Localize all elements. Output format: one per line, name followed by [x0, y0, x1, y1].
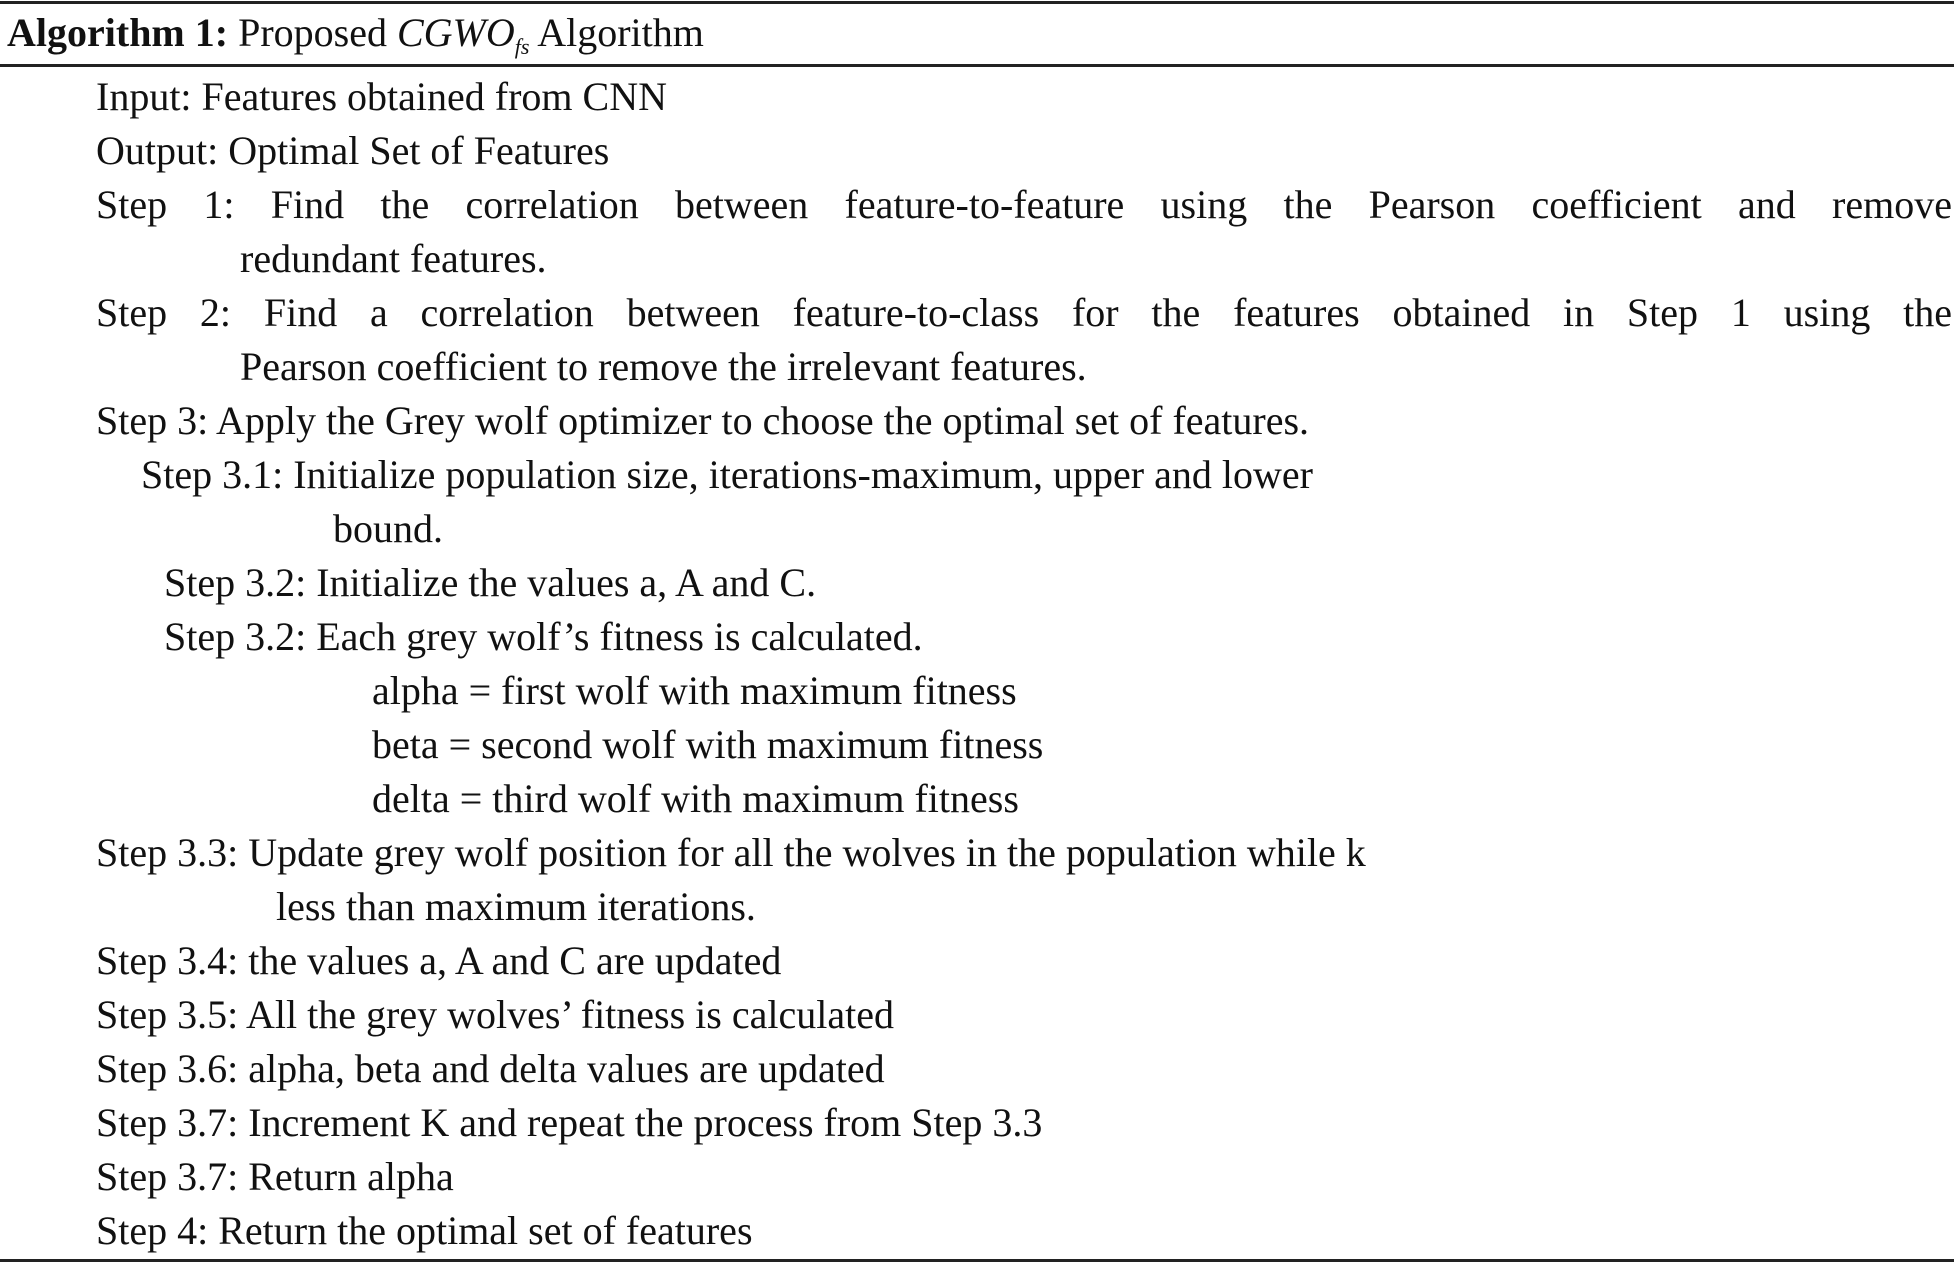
- delta-definition: delta = third wolf with maximum fitness: [372, 776, 1019, 821]
- step-2-continuation: Pearson coefficient to remove the irrelevant features.: [240, 344, 1087, 389]
- step-3-2-init-line: Step 3.2: Initialize the values a, A and C.: [164, 560, 817, 605]
- header-rule: [0, 64, 1954, 67]
- alpha-definition: alpha = first wolf with maximum fitness: [372, 668, 1017, 713]
- top-rule: [0, 1, 1954, 4]
- beta-definition: beta = second wolf with maximum fitness: [372, 722, 1044, 767]
- step-3-6-line: Step 3.6: alpha, beta and delta values are updated: [96, 1046, 885, 1091]
- step-1-line: Step 1: Find the correlation between feature-to-feature using the Pearson coefficient and remove: [96, 182, 1952, 227]
- algorithm-name-base: CGWO: [396, 10, 515, 55]
- step-3-4-line: Step 3.4: the values a, A and C are updated: [96, 938, 782, 983]
- step-3-3-continuation: less than maximum iterations.: [276, 884, 756, 929]
- step-3-1-continuation: bound.: [333, 506, 443, 551]
- step-3-3-line: Step 3.3: Update grey wolf position for all the wolves in the population while k: [96, 830, 1366, 875]
- step-3-2-fitness-line: Step 3.2: Each grey wolf’s fitness is calculated.: [164, 614, 923, 659]
- output-line: Output: Optimal Set of Features: [96, 128, 610, 173]
- step-3-line: Step 3: Apply the Grey wolf optimizer to choose the optimal set of features.: [96, 398, 1310, 443]
- step-3-1-line: Step 3.1: Initialize population size, iterations-maximum, upper and lower: [141, 452, 1313, 497]
- input-line: Input: Features obtained from CNN: [96, 74, 667, 119]
- step-1-continuation: redundant features.: [240, 236, 547, 281]
- title-prefix: Proposed: [238, 10, 387, 55]
- algorithm-name: [396, 10, 530, 59]
- step-3-5-line: Step 3.5: All the grey wolves’ fitness is calculated: [96, 992, 894, 1037]
- algorithm-name-subscript: fs: [514, 34, 530, 59]
- title-suffix: Algorithm: [537, 10, 704, 55]
- bottom-rule: [0, 1259, 1954, 1262]
- algorithm-label: Algorithm 1:: [7, 10, 229, 55]
- step-4-line: Step 4: Return the optimal set of features: [96, 1208, 753, 1253]
- step-2-line: Step 2: Find a correlation between feature-to-class for the features obtained in Step 1 using the: [96, 290, 1952, 335]
- step-3-7-return-line: Step 3.7: Return alpha: [96, 1154, 454, 1199]
- step-3-7-increment-line: Step 3.7: Increment K and repeat the process from Step 3.3: [96, 1100, 1043, 1145]
